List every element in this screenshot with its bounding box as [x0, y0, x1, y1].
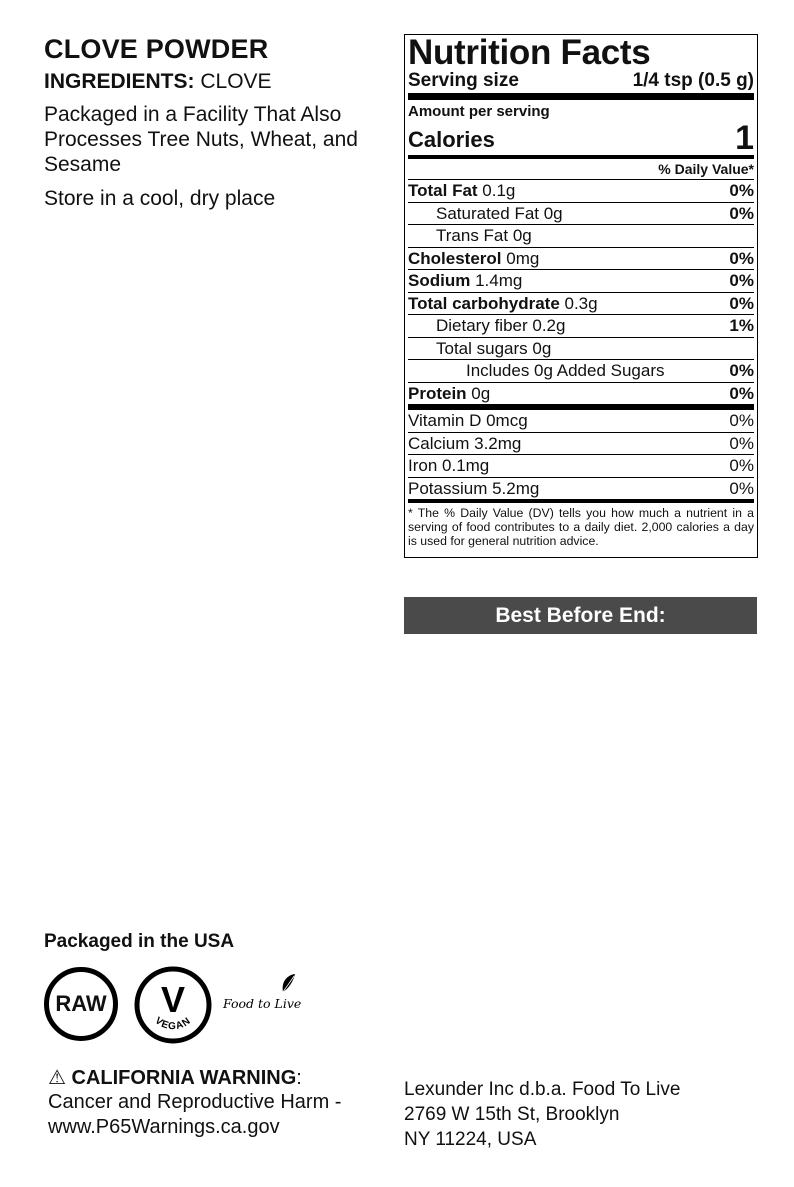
nutrient-label: Total carbohydrate [408, 293, 560, 313]
nutrient-dv: 0% [729, 203, 754, 223]
vitamin-label: Iron 0.1mg [408, 456, 490, 475]
nutrient-label: Cholesterol [408, 248, 502, 268]
nutrient-dv: 0% [729, 248, 754, 268]
warning-link[interactable]: www.P65Warnings.ca.gov [48, 1116, 280, 1138]
vitamin-label: Vitamin D 0mcg [408, 411, 528, 430]
vitamin-row-iron [408, 455, 754, 478]
allergen-note: Packaged in a Facility That Also Processes Tree Nuts, Wheat, and Sesame [44, 103, 358, 176]
nutrient-dv: 0% [729, 181, 754, 200]
nutrient-dv: 1% [729, 316, 754, 335]
best-before-bar: Best Before End: [404, 597, 757, 634]
nutrient-row-cholesterol [408, 248, 754, 271]
vitamin-dv: 0% [729, 456, 754, 475]
company-address [404, 1077, 680, 1152]
calories-value: 1 [735, 119, 754, 157]
nutrient-row-total-sugars [408, 338, 754, 361]
ingredients-line [44, 70, 272, 94]
warning-colon: : [296, 1067, 302, 1089]
packaged-in-usa: Packaged in the USA [44, 931, 235, 952]
nutrient-amount: 1.4mg [470, 271, 523, 290]
vitamin-dv: 0% [729, 478, 754, 498]
nutrient-amount: 0mg [501, 248, 540, 268]
nutrient-row-saturated-fat [408, 203, 754, 226]
nutrient-label: Trans Fat 0g [436, 226, 532, 245]
nutrition-facts-panel [404, 34, 758, 558]
warning-triangle-icon: ⚠ [48, 1067, 66, 1089]
vitamin-row-potassium [408, 478, 754, 504]
nutrient-label: Total sugars 0g [436, 338, 552, 358]
warning-title-text: CALIFORNIA WARNING [71, 1067, 297, 1089]
california-warning-title [48, 1065, 302, 1090]
vitamin-label: Calcium 3.2mg [408, 433, 522, 453]
nutrient-label: Includes 0g Added Sugars [466, 361, 665, 380]
nutrient-label: Protein [408, 383, 467, 403]
nutrient-dv: 0% [729, 383, 754, 403]
amount-per-serving: Amount per serving [408, 103, 550, 120]
nutrient-row-trans-fat [408, 225, 754, 248]
address-line-1: Lexunder Inc d.b.a. Food To Live [404, 1079, 681, 1100]
serving-size-row [408, 70, 754, 100]
vegan-letter: V [160, 979, 186, 1020]
serving-size-value: 1/4 tsp (0.5 g) [632, 70, 754, 91]
daily-value-header: % Daily Value* [408, 159, 754, 180]
nutrient-row-added-sugars [408, 360, 754, 383]
warning-line-1: Cancer and Reproductive Harm - [48, 1091, 342, 1113]
nutrient-dv: 0% [729, 361, 754, 380]
vegan-badge-icon [133, 965, 213, 1045]
nutrient-label: Dietary fiber 0.2g [436, 316, 566, 335]
address-line-2: 2769 W 15th St, Brooklyn [404, 1104, 620, 1125]
vitamin-row-calcium [408, 433, 754, 456]
food-to-live-logo [221, 972, 307, 1016]
nutrient-row-total-fat [408, 180, 754, 203]
nutrient-amount: 0g [466, 383, 491, 403]
vitamin-row-vitamin-d [408, 410, 754, 433]
storage-instructions: Store in a cool, dry place [44, 187, 276, 210]
nutrient-dv: 0% [729, 293, 754, 313]
vegan-text: VEGAN [152, 1015, 194, 1033]
nutrient-row-protein [408, 383, 754, 411]
ingredients-label: INGREDIENTS: [44, 70, 195, 93]
nutrient-row-sodium [408, 270, 754, 293]
california-warning-body [48, 1090, 341, 1140]
calories-label: Calories [408, 127, 495, 152]
nutrient-row-dietary-fiber [408, 315, 754, 338]
brand-logo-text: Food to Live [223, 996, 302, 1011]
nutrient-amount: 0.1g [477, 181, 516, 200]
address-line-3: NY 11224, USA [404, 1129, 537, 1150]
calories-row [408, 121, 754, 159]
daily-value-footnote: * The % Daily Value (DV) tells you how much a nutrient in a serving of food contributes to a daily diet. 2,000 calories a day is used for general nutrition advice. [408, 506, 754, 548]
nutrient-label: Saturated Fat 0g [436, 203, 563, 223]
raw-badge: RAW [44, 967, 118, 1041]
nutrient-label: Sodium [408, 271, 471, 290]
vitamin-dv: 0% [729, 433, 754, 453]
nutrient-dv: 0% [729, 271, 754, 290]
nutrient-amount: 0.3g [559, 293, 598, 313]
nutrition-title: Nutrition Facts [408, 33, 651, 72]
ingredients-value: CLOVE [194, 70, 272, 93]
nutrient-label: Total Fat [408, 181, 478, 200]
vitamin-label: Potassium 5.2mg [408, 478, 540, 498]
serving-size-label: Serving size [408, 70, 519, 91]
product-title: CLOVE POWDER [44, 34, 269, 64]
nutrient-row-total-carbohydrate [408, 293, 754, 316]
vitamin-dv: 0% [729, 411, 754, 430]
